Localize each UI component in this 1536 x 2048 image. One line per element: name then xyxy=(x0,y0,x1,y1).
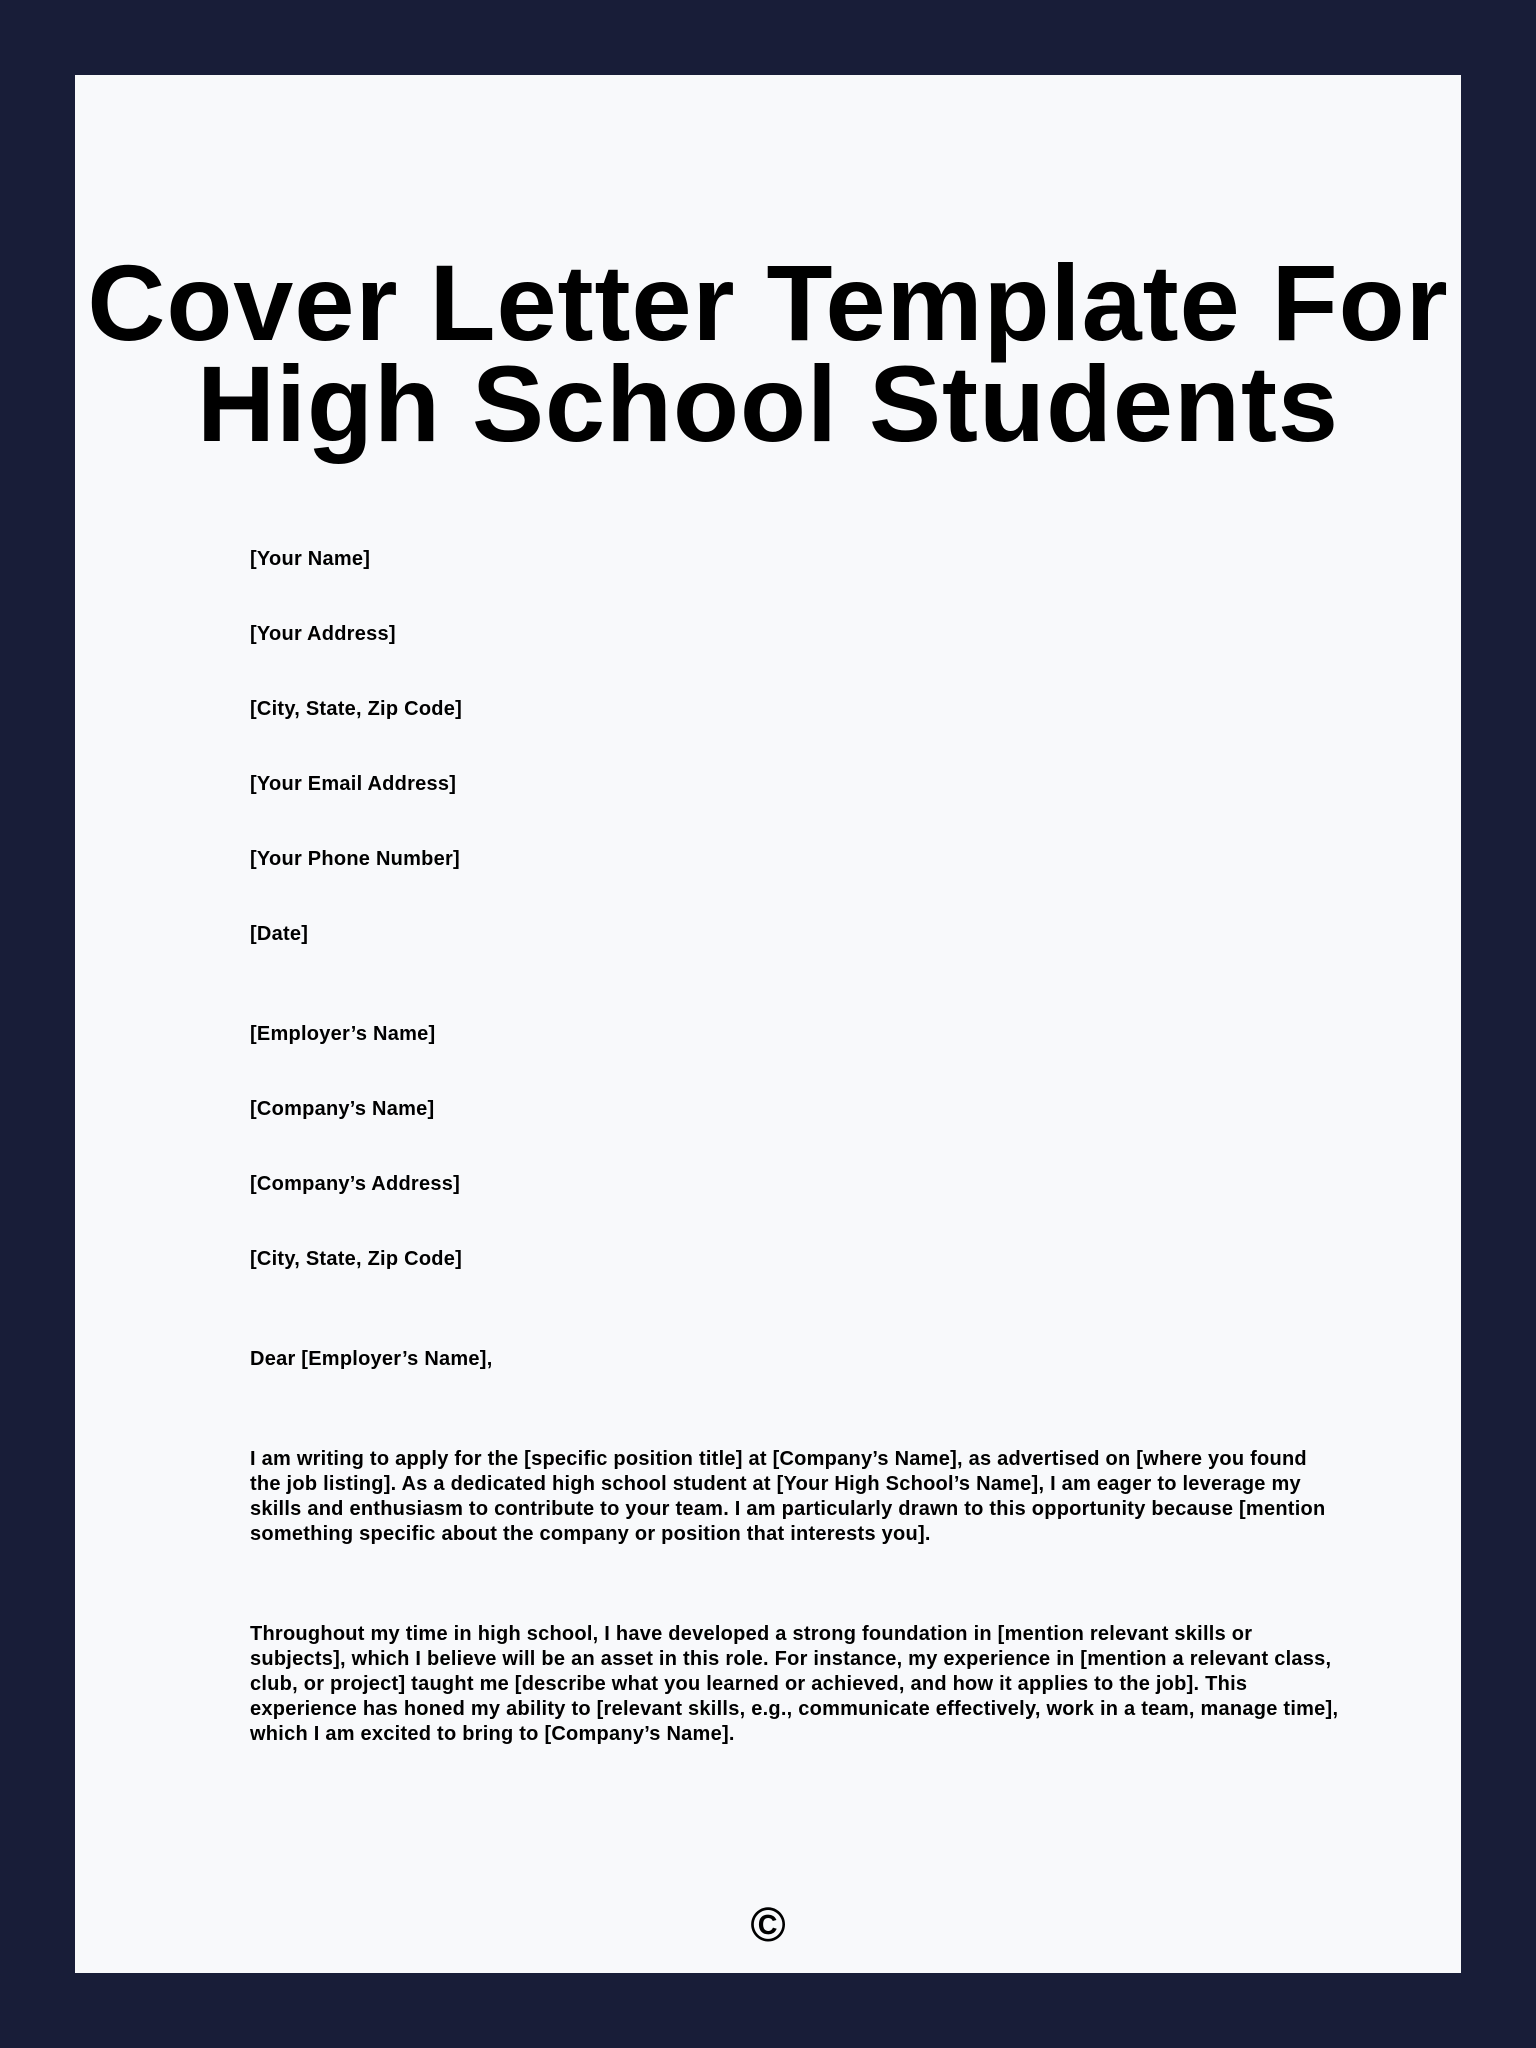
paragraph-2 xyxy=(250,1622,1340,1747)
sender-city-state-zip: [City, State, Zip Code] xyxy=(250,698,463,720)
letter-body xyxy=(250,547,1340,1822)
sender-email: [Your Email Address] xyxy=(250,773,457,795)
paragraph-2-text: Throughout my time in high school, I have developed a strong foundation in [mention relevant skills or subjects], which I believe will be an asset in this role. For instance, my experience in [mention a relevant class, club, or project] taught me [describe what you learned or achieved, and how it applies to the job]. This experience has honed my ability to [relevant skills, e.g., communicate effectively, work in a team, manage time], which I am excited to bring to [Company’s Name]. xyxy=(250,1623,1339,1745)
salutation: Dear [Employer’s Name], xyxy=(250,1348,493,1370)
sender-name: [Your Name] xyxy=(250,548,371,570)
recipient-employer-name: [Employer’s Name] xyxy=(250,1023,436,1045)
letter-date: [Date] xyxy=(250,923,309,945)
sender-address: [Your Address] xyxy=(250,623,396,645)
sender-phone: [Your Phone Number] xyxy=(250,848,460,870)
recipient-company-name: [Company’s Name] xyxy=(250,1098,435,1120)
recipient-city-state-zip: [City, State, Zip Code] xyxy=(250,1248,463,1270)
copyright-icon: © xyxy=(750,1899,786,1952)
title-line-2: High School Students xyxy=(197,343,1339,464)
page-title xyxy=(75,242,1461,464)
title-line-1: Cover Letter Template For xyxy=(87,242,1449,363)
paragraph-1 xyxy=(250,1447,1340,1547)
paragraph-1-text: I am writing to apply for the [specific position title] at [Company’s Name], as advertised on [where you found the job listing]. As a dedicated high school student at [Your High School’s Name], I am eager to leverage my skills and enthusiasm to contribute to your team. I am particularly drawn to this opportunity because [mention something specific about the company or position that interests you]. xyxy=(250,1448,1326,1545)
document-page xyxy=(75,75,1461,1973)
recipient-company-address: [Company’s Address] xyxy=(250,1173,460,1195)
